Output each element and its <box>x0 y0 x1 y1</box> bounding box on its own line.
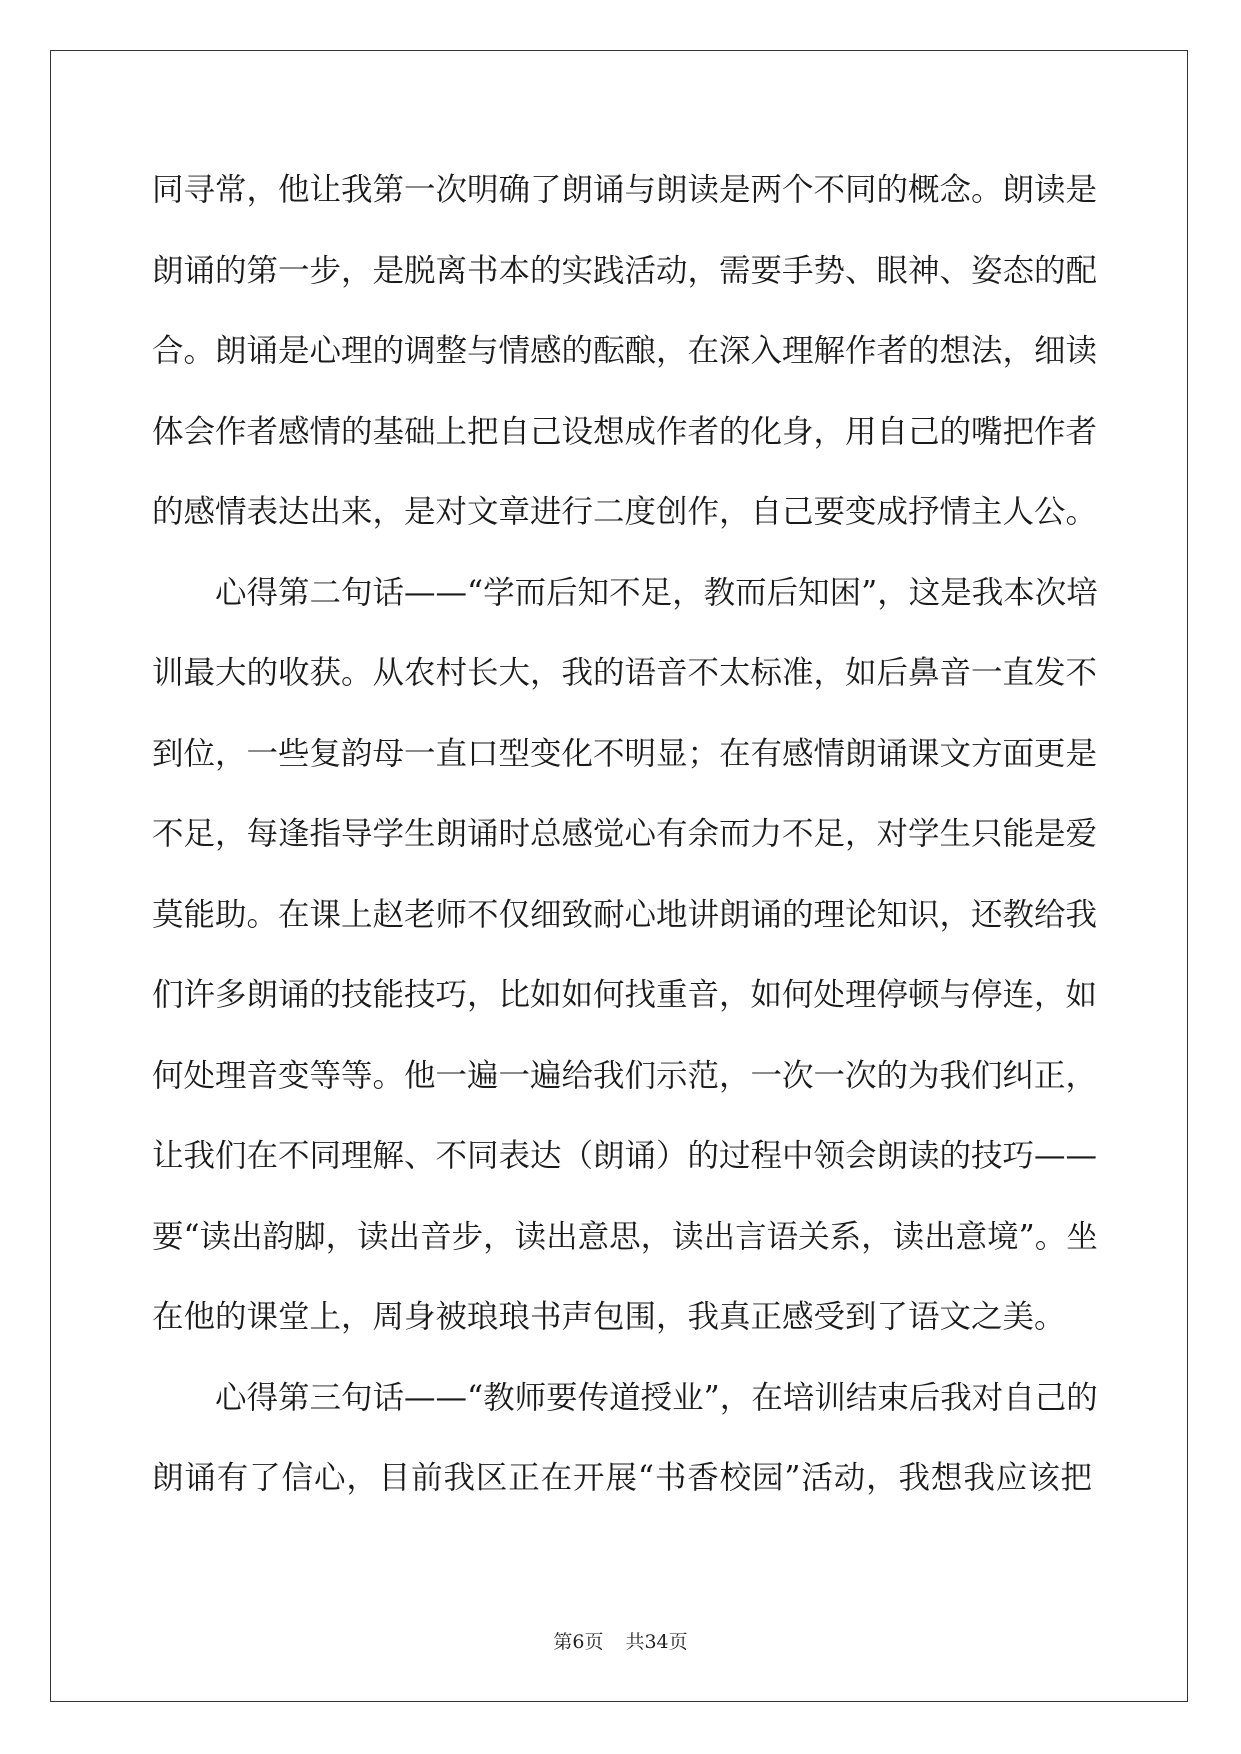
text-line: 在他的课堂上，周身被琅琅书声包围，我真正感受到了语文之美。 <box>152 1299 1066 1335</box>
page-number: 第6页 <box>553 1631 604 1653</box>
text-line: 到位，一些复韵母一直口型变化不明显；在有感情朗诵课文方面更是 <box>152 735 1098 772</box>
text-line: 何处理音变等等。他一遍一遍给我们示范，一次一次的为我们纠正， <box>152 1057 1098 1094</box>
page-total: 共34页 <box>625 1631 688 1653</box>
text-line: 心得第三句话——“教师要传道授业”，在培训结束后我对自己的 <box>152 1379 1098 1416</box>
text-line: 不足，每逢指导学生朗诵时总感觉心有余而力不足，对学生只能是爱 <box>152 816 1098 852</box>
document-body <box>152 160 1098 1529</box>
text-line: 要“读出韵脚，读出音步，读出意思，读出言语关系，读出意境”。坐 <box>152 1218 1098 1255</box>
text-line: 同寻常，他让我第一次明确了朗诵与朗读是两个不同的概念。朗读是 <box>152 172 1098 208</box>
text-line: 们许多朗诵的技能技巧，比如如何找重音，如何处理停顿与停连，如 <box>152 977 1098 1013</box>
text-line: 朗诵的第一步，是脱离书本的实践活动，需要手势、眼神、姿态的配 <box>152 252 1098 289</box>
text-line: 让我们在不同理解、不同表达（朗诵）的过程中领会朗读的技巧—— <box>152 1138 1098 1174</box>
text-line: 体会作者感情的基础上把自己设想成作者的化身，用自己的嘴把作者 <box>152 413 1098 450</box>
text-line: 心得第二句话——“学而后知不足，教而后知困”，这是我本次培 <box>152 574 1098 611</box>
text-line: 合。朗诵是心理的调整与情感的酝酿，在深入理解作者的想法，细读 <box>152 333 1098 369</box>
page-footer <box>0 1627 1241 1654</box>
text-line: 训最大的收获。从农村长大，我的语音不太标准，如后鼻音一直发不 <box>152 655 1098 691</box>
text-line: 朗诵有了信心，目前我区正在开展“书香校园”活动，我想我应该把 <box>152 1460 1092 1496</box>
text-line: 莫能助。在课上赵老师不仅细致耐心地讲朗诵的理论知识，还教给我 <box>152 896 1098 933</box>
text-line: 的感情表达出来，是对文章进行二度创作，自己要变成抒情主人公。 <box>152 494 1098 530</box>
